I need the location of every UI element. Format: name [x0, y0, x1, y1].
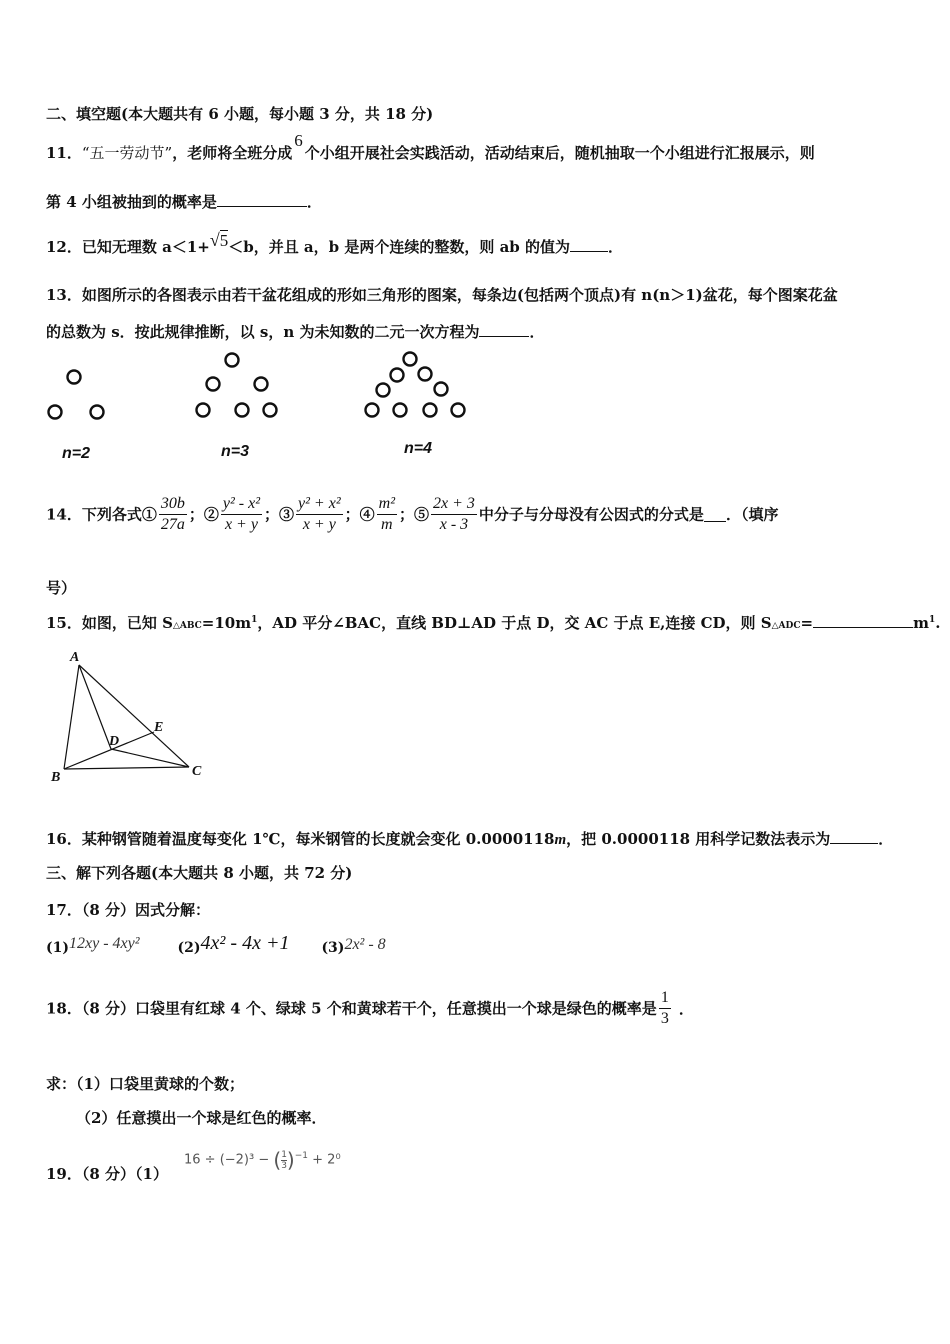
- q11-quote: “五一劳动节”: [81, 144, 173, 162]
- q12-radicand: 5: [219, 231, 229, 250]
- q19-inner-den: 3: [281, 1160, 287, 1171]
- q11-end: ．: [306, 193, 322, 211]
- pot: [255, 378, 268, 391]
- question-11-line-1: [46, 131, 815, 163]
- fraction-2-den: x + y: [224, 516, 258, 533]
- question-13-line-2: [46, 321, 544, 342]
- q12-end: ．: [608, 238, 624, 256]
- segment-ad: [79, 665, 111, 749]
- q19-expr-b: + 2⁰: [308, 1152, 341, 1168]
- fraction-3-den: x + y: [302, 516, 336, 533]
- pot: [91, 406, 104, 419]
- q19-prefix: 19．（8 分）（1）: [46, 1165, 168, 1183]
- pot: [197, 404, 210, 417]
- label-n2: n=2: [62, 445, 91, 462]
- q16-part1: 16．某种钢管随着温度每变化 1℃，每米钢管的长度就会变化 0.0000118: [46, 830, 555, 848]
- q19-expression: [184, 1148, 341, 1172]
- q12-part1: 12．已知无理数 a＜1+: [46, 238, 210, 256]
- fraction-1: [159, 494, 187, 535]
- question-17-title: 17．（8 分）因式分解：: [46, 901, 211, 919]
- q17-e3: 2x² - 8: [344, 936, 386, 953]
- q15-answer-blank: [813, 613, 913, 628]
- pot: [264, 404, 277, 417]
- pot: [419, 368, 432, 381]
- label-a: A: [70, 650, 80, 665]
- q11-six: 6: [294, 131, 303, 150]
- label-d: D: [109, 734, 120, 749]
- segment-dc: [111, 749, 189, 767]
- pot: [49, 406, 62, 419]
- q19-inner-num: 1: [281, 1149, 287, 1160]
- paren-open: (: [273, 1148, 282, 1172]
- question-12: [46, 230, 624, 257]
- q14-sep4: ；④: [344, 505, 375, 524]
- question-13-line-1: 13．如图所示的各图表示由若干盆花组成的形如三角形的图案，每条边(包括两个顶点)有 n(n＞1)盆花，每个图案花盆: [46, 286, 838, 304]
- q13-line2: 的总数为 s．按此规律推断，以 s，n 为未知数的二元一次方程为: [46, 323, 480, 341]
- label-e: E: [154, 720, 164, 735]
- q12-answer-blank: [570, 237, 608, 252]
- pattern-n3: [197, 354, 277, 417]
- fraction-5: [431, 494, 477, 535]
- q16-m: m: [554, 832, 567, 848]
- pot: [236, 404, 249, 417]
- q15-unit: m: [913, 614, 929, 632]
- q15-part2: =10m: [201, 614, 252, 632]
- segment-ab: [64, 665, 79, 769]
- fraction-1-num: 30b: [159, 494, 187, 515]
- fraction-2-num: y² - x²: [221, 494, 262, 515]
- q14-sep2: ；②: [188, 505, 219, 524]
- fraction-3-num: y² + x²: [296, 494, 343, 515]
- q15-part3: ，AD 平分∠BAC，直线 BD⊥AD 于点 D，交 AC 于点 E,连接 CD，则 S: [257, 614, 772, 632]
- q15-sup2: 1: [928, 615, 936, 625]
- section-3-title: 三、解下列各题(本大题共 8 小题，共 72 分): [46, 864, 353, 882]
- q13-answer-blank: [479, 322, 529, 337]
- q15-part1: 15．如图，已知 S: [46, 614, 173, 632]
- label-c: C: [192, 764, 202, 779]
- q18-fraction: [659, 988, 671, 1029]
- q13-end: ．: [529, 323, 545, 341]
- paren-close: ): [286, 1148, 295, 1172]
- fraction-4-den: m: [381, 516, 393, 533]
- fraction-5-num: 2x + 3: [431, 494, 477, 515]
- pot: [391, 369, 404, 382]
- question-14-line-2: 号）: [46, 579, 77, 597]
- q17-p3: (3): [321, 940, 345, 956]
- q14-sep5: ；⑤: [399, 505, 430, 524]
- question-18: [46, 988, 694, 1029]
- q11-part1: ，老师将全班分成: [172, 144, 293, 162]
- pattern-n4: [366, 353, 465, 417]
- question-14: [46, 494, 778, 535]
- label-n4: n=4: [404, 440, 433, 457]
- pot: [394, 404, 407, 417]
- q17-e1: 12xy - 4xy²: [69, 935, 140, 952]
- segment-bc: [64, 767, 189, 769]
- q16-part2: ，把 0.0000118 用科学记数法表示为: [566, 830, 831, 848]
- triangle-figure: [40, 645, 220, 790]
- pot: [424, 404, 437, 417]
- pattern-n2: [49, 371, 104, 419]
- q15-part4: =: [800, 614, 814, 632]
- q11-part2: 个小组开展社会实践活动，活动结束后，随机抽取一个小组进行汇报展示，则: [304, 144, 815, 162]
- section-2-title: 二、填空题(本大题共有 6 小题，每小题 3 分，共 18 分): [46, 105, 434, 123]
- q12-part2: ＜b，并且 a，b 是两个连续的整数，则 ab 的值为: [228, 238, 571, 256]
- q14-sep3: ；③: [264, 505, 295, 524]
- fraction-1-den: 27a: [160, 516, 185, 533]
- pot: [435, 383, 448, 396]
- q19-expr-a: 16 ÷ (−2)³ −: [184, 1152, 274, 1168]
- flower-pattern-figure: [0, 340, 520, 470]
- label-n3: n=3: [221, 443, 250, 460]
- question-11-line-2: [46, 191, 322, 212]
- q15-sup1: 1: [251, 615, 258, 625]
- pot: [68, 371, 81, 384]
- pot: [404, 353, 417, 366]
- question-19: [46, 1163, 168, 1184]
- pot: [377, 384, 390, 397]
- q11-prefix: 11．: [46, 144, 82, 162]
- fraction-4: [377, 494, 397, 535]
- question-18-ask-1: 求：（1）口袋里黄球的个数；: [46, 1075, 244, 1093]
- sqrt-icon: √: [209, 230, 220, 250]
- question-17-parts: [46, 932, 386, 958]
- fraction-3: [296, 494, 343, 535]
- q19-exp: −1: [294, 1151, 309, 1162]
- q17-e2: 4x² - 4x +1: [200, 932, 290, 954]
- pot: [207, 378, 220, 391]
- q17-p2: (2): [177, 940, 201, 956]
- segment-ac: [79, 665, 189, 767]
- fraction-2: [221, 494, 262, 535]
- q18-fraction-num: 1: [659, 988, 671, 1009]
- question-16: [46, 828, 893, 849]
- q16-end: ．: [878, 830, 894, 848]
- q17-p1: (1): [46, 940, 69, 956]
- q15-sub2: △ADC: [771, 621, 801, 631]
- q16-answer-blank: [830, 829, 878, 844]
- q14-prefix: 14．下列各式①: [46, 505, 157, 524]
- q14-tail: ．（填序: [725, 505, 779, 524]
- q11-line2: 第 4 小组被抽到的概率是: [46, 193, 217, 211]
- q18-fraction-den: 3: [660, 1010, 669, 1027]
- q14-answer-blank: [704, 507, 726, 522]
- pot: [452, 404, 465, 417]
- q14-suffix: 中分子与分母没有公因式的分式是: [478, 505, 704, 524]
- q15-end: .: [935, 614, 941, 632]
- q18-text: 18．（8 分）口袋里有红球 4 个、绿球 5 个和黄球若干个，任意摸出一个球是绿色的概率是: [46, 999, 657, 1018]
- fraction-5-den: x - 3: [439, 516, 469, 533]
- q18-end: ．: [678, 999, 694, 1018]
- question-18-ask-2: （2）任意摸出一个球是红色的概率．: [76, 1109, 327, 1127]
- pot: [366, 404, 379, 417]
- q11-answer-blank: [217, 192, 307, 207]
- pot: [226, 354, 239, 367]
- fraction-4-num: m²: [377, 494, 397, 515]
- label-b: B: [51, 770, 61, 785]
- question-15: [46, 612, 940, 633]
- q15-sub1: △ABC: [172, 621, 202, 631]
